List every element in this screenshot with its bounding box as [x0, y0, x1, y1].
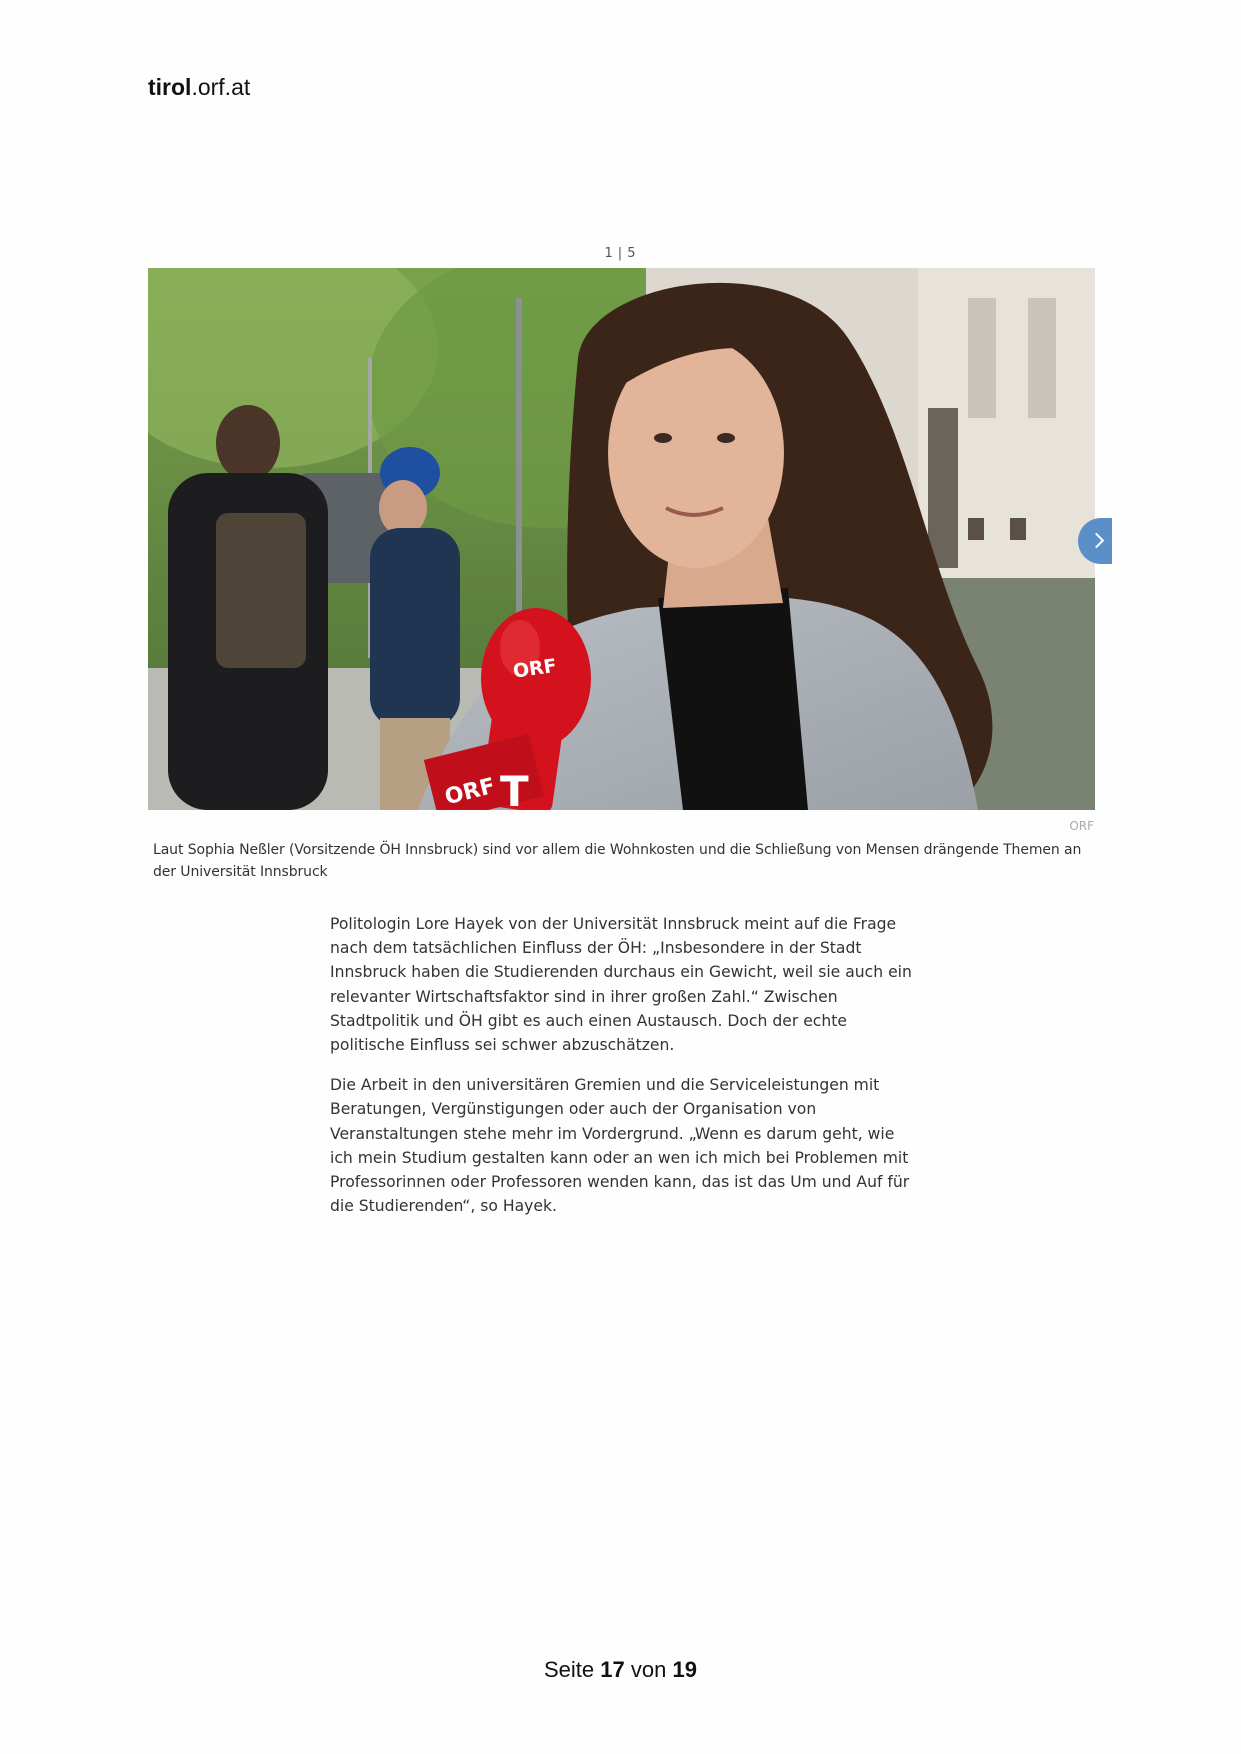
- gallery-counter-separator: |: [617, 246, 624, 261]
- photo-caption: Laut Sophia Neßler (Vorsitzende ÖH Innsbruck) sind vor allem die Wohnkosten und die Schließung von Mensen drängende Themen an der Universität Innsbruck: [153, 842, 1082, 880]
- site-header[interactable]: [148, 74, 250, 101]
- gallery-current-index: 1: [604, 246, 614, 261]
- page-label: Seite: [544, 1657, 595, 1682]
- mic-cube-letter: T: [500, 767, 529, 810]
- photo-illustration: [148, 268, 1095, 810]
- current-page-number: 17: [600, 1657, 625, 1682]
- photo-credit: ORF: [1069, 819, 1094, 833]
- chevron-right-icon: [1089, 533, 1105, 549]
- total-page-number: 19: [672, 1657, 697, 1682]
- site-name-strong: tirol: [148, 74, 192, 100]
- page-footer: [0, 1657, 1241, 1683]
- gallery-counter: [0, 246, 1241, 261]
- mic-logo-text: ORF: [511, 654, 558, 683]
- mic-cube-logo-text: ORF: [442, 773, 498, 810]
- article-body: [330, 912, 915, 1234]
- site-name-domain: .orf.at: [191, 74, 251, 100]
- article-paragraph: Politologin Lore Hayek von der Universität Innsbruck meint auf die Frage nach dem tatsächlichen Einfluss der ÖH: „Insbesondere in der Stadt Innsbruck haben die Studierenden durchaus ein Gewicht, weil sie auch ein relevanter Wirtschaftsfaktor sind in ihrer großen Zahl.“ Zwischen Stadtpolitik und ÖH gibt es auch einen Austausch. Doch der echte politische Einfluss sei schwer abzuschätzen.: [330, 915, 912, 1055]
- page-of-label: von: [630, 1657, 667, 1682]
- article-paragraph: Die Arbeit in den universitären Gremien und die Serviceleistungen mit Beratungen, Vergünstigungen oder auch der Organisation von Veranstaltungen stehe mehr im Vordergrund. „Wenn es darum geht, wie ich mein Studium gestalten kann oder an wen ich mich bei Problemen mit Professorinnen oder Professoren wenden kann, das ist das Um und Auf für die Studierenden“, so Hayek.: [330, 1076, 910, 1216]
- gallery-photo: [148, 268, 1095, 810]
- gallery-total-count: 5: [627, 246, 637, 261]
